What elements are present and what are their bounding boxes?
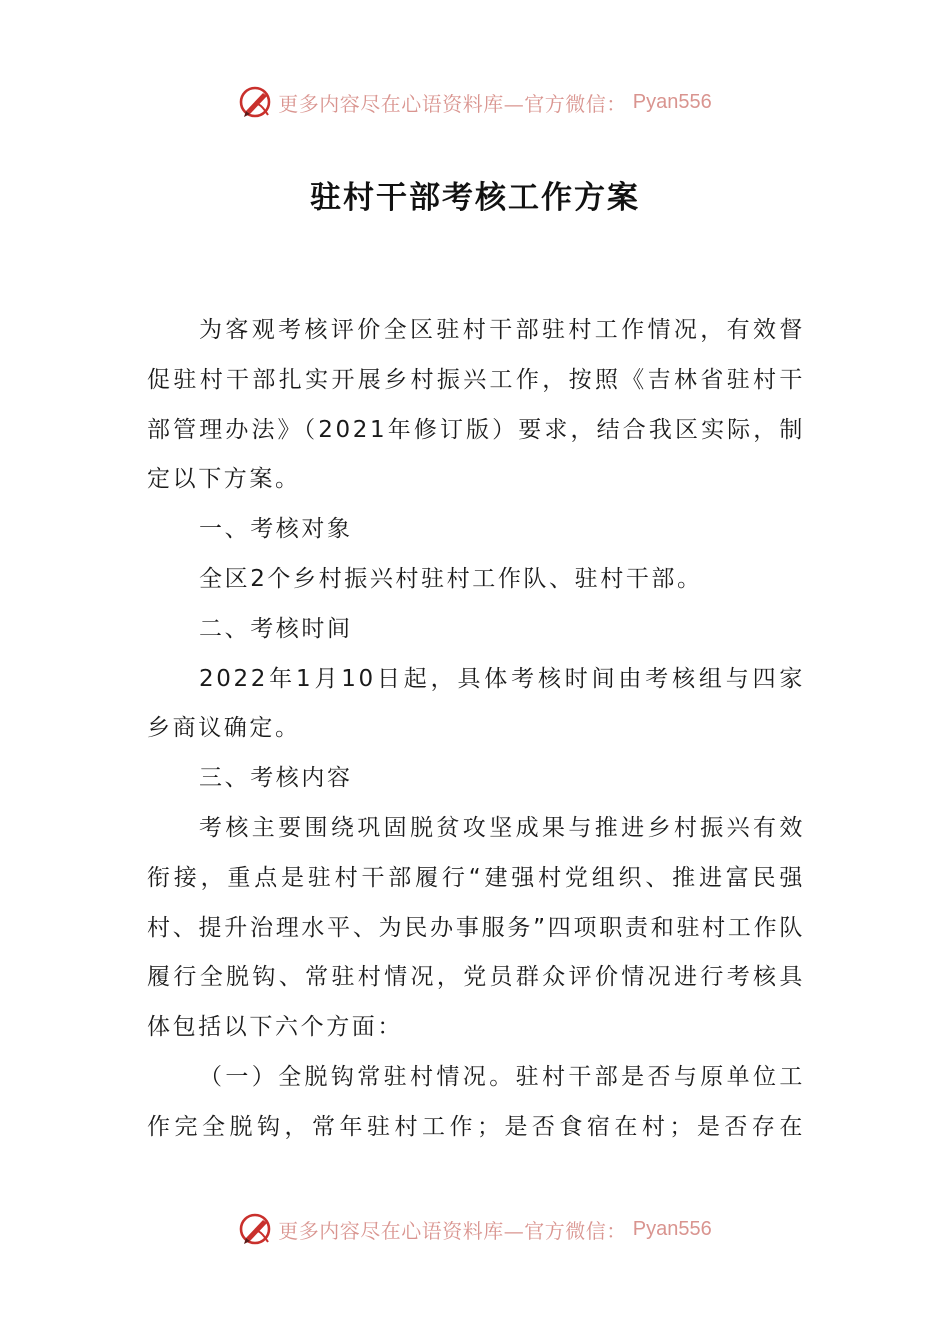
section-heading-targets: 一、考核对象: [199, 516, 353, 543]
pen-logo-icon: [238, 1211, 274, 1247]
section-heading-content: 三、考核内容: [199, 765, 353, 792]
document-body: [147, 306, 805, 1153]
watermark-banner-bottom: [0, 1209, 950, 1249]
paragraph-time: 2022年1月10日起，具体考核时间由考核组与四家乡商议确定。: [147, 665, 805, 742]
document-title: 驻村干部考核工作方案: [310, 180, 640, 216]
watermark-text: 更多内容尽在心语资料库—官方微信：: [278, 1218, 627, 1243]
section-heading-time: 二、考核时间: [199, 615, 353, 642]
watermark-id: Pyan556: [632, 90, 712, 113]
pen-logo-icon: [238, 84, 274, 120]
paragraph-content: 考核主要围绕巩固脱贫攻坚成果与推进乡村振兴有效衔接，重点是驻村干部履行“建强村党组织、推进富民强村、提升治理水平、为民办事服务”四项职责和驻村工作队履行全脱钩、常驻村情况，党员群众评价情况进行考核具体包括以下六个方面：: [147, 814, 805, 1041]
watermark-banner-top: [0, 82, 950, 122]
watermark-id: Pyan556: [632, 1217, 712, 1240]
paragraph-item-1: （一）全脱钩常驻村情况。驻村干部是否与原单位工作完全脱钩，常年驻村工作；是否食宿在村；是否存在: [147, 1063, 805, 1140]
watermark-text: 更多内容尽在心语资料库—官方微信：: [278, 91, 627, 116]
paragraph-intro: 为客观考核评价全区驻村干部驻村工作情况，有效督促驻村干部扎实开展乡村振兴工作，按照《吉林省驻村干部管理办法》（2021年修订版）要求，结合我区实际，制定以下方案。: [147, 317, 805, 493]
paragraph-targets: 全区2个乡村振兴村驻村工作队、驻村干部。: [199, 565, 703, 592]
